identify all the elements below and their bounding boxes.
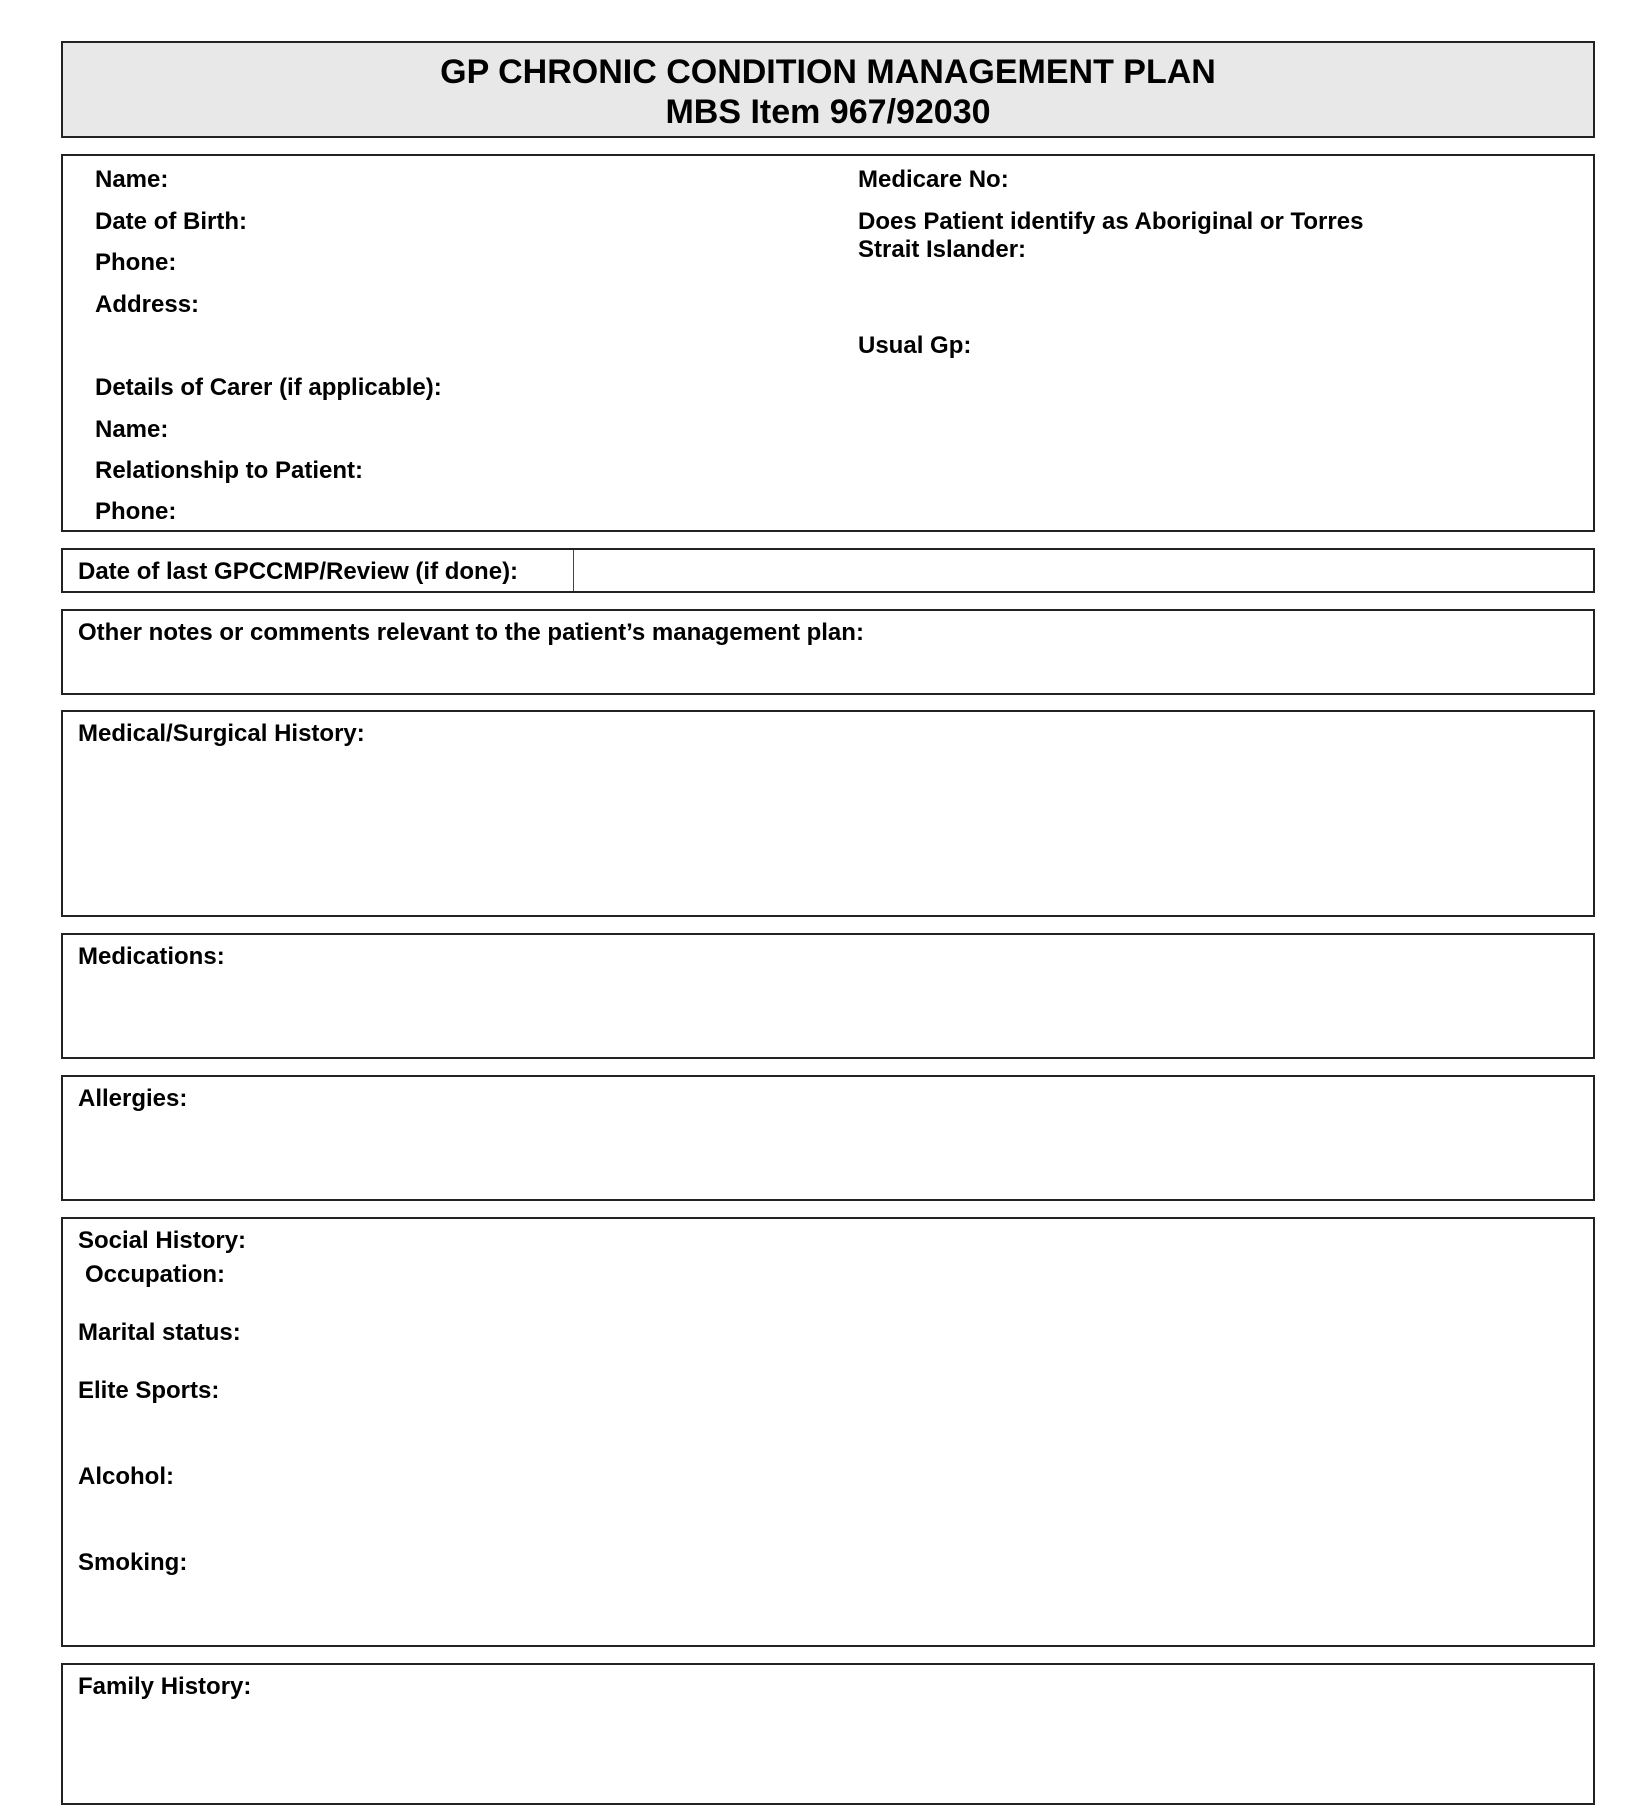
cell-divider [573, 550, 574, 591]
carer-relationship-field[interactable]: Relationship to Patient: [95, 457, 364, 484]
form-subtitle: MBS Item 967/92030 [665, 93, 991, 131]
social-history-label: Social History: [78, 1227, 247, 1254]
family-history-label: Family History: [78, 1673, 252, 1700]
indigenous-status-label-line1: Does Patient identify as Aboriginal or Torres [858, 208, 1364, 235]
form-title: GP CHRONIC CONDITION MANAGEMENT PLAN [440, 53, 1216, 91]
elite-sports-field[interactable]: Elite Sports: [78, 1377, 220, 1404]
carer-details-heading: Details of Carer (if applicable): [95, 374, 442, 401]
patient-details-section [61, 154, 1595, 532]
medicare-number-field[interactable]: Medicare No: [858, 166, 1009, 193]
marital-status-field[interactable]: Marital status: [78, 1319, 241, 1346]
usual-gp-field[interactable]: Usual Gp: [858, 332, 972, 359]
last-review-row [61, 548, 1595, 593]
medications-section[interactable] [61, 933, 1595, 1059]
family-history-section[interactable] [61, 1663, 1595, 1805]
medications-label: Medications: [78, 943, 225, 970]
patient-name-field[interactable]: Name: [95, 166, 169, 193]
patient-phone-field[interactable]: Phone: [95, 249, 177, 276]
occupation-field[interactable]: Occupation: [85, 1261, 226, 1288]
indigenous-status-field[interactable]: Strait Islander: [858, 236, 1027, 263]
smoking-field[interactable]: Smoking: [78, 1549, 188, 1576]
address-field[interactable]: Address: [95, 291, 200, 318]
date-of-birth-field[interactable]: Date of Birth: [95, 208, 247, 235]
notes-section[interactable] [61, 609, 1595, 695]
medical-history-label: Medical/Surgical History: [78, 720, 365, 747]
notes-label: Other notes or comments relevant to the patient’s management plan: [78, 619, 864, 646]
last-review-label: Date of last GPCCMP/Review (if done): [78, 558, 519, 585]
social-history-section [61, 1217, 1595, 1647]
carer-phone-field[interactable]: Phone: [95, 498, 177, 525]
allergies-section[interactable] [61, 1075, 1595, 1201]
form-header [61, 41, 1595, 138]
carer-name-field[interactable]: Name: [95, 416, 169, 443]
alcohol-field[interactable]: Alcohol: [78, 1463, 174, 1490]
allergies-label: Allergies: [78, 1085, 188, 1112]
medical-history-section[interactable] [61, 710, 1595, 917]
